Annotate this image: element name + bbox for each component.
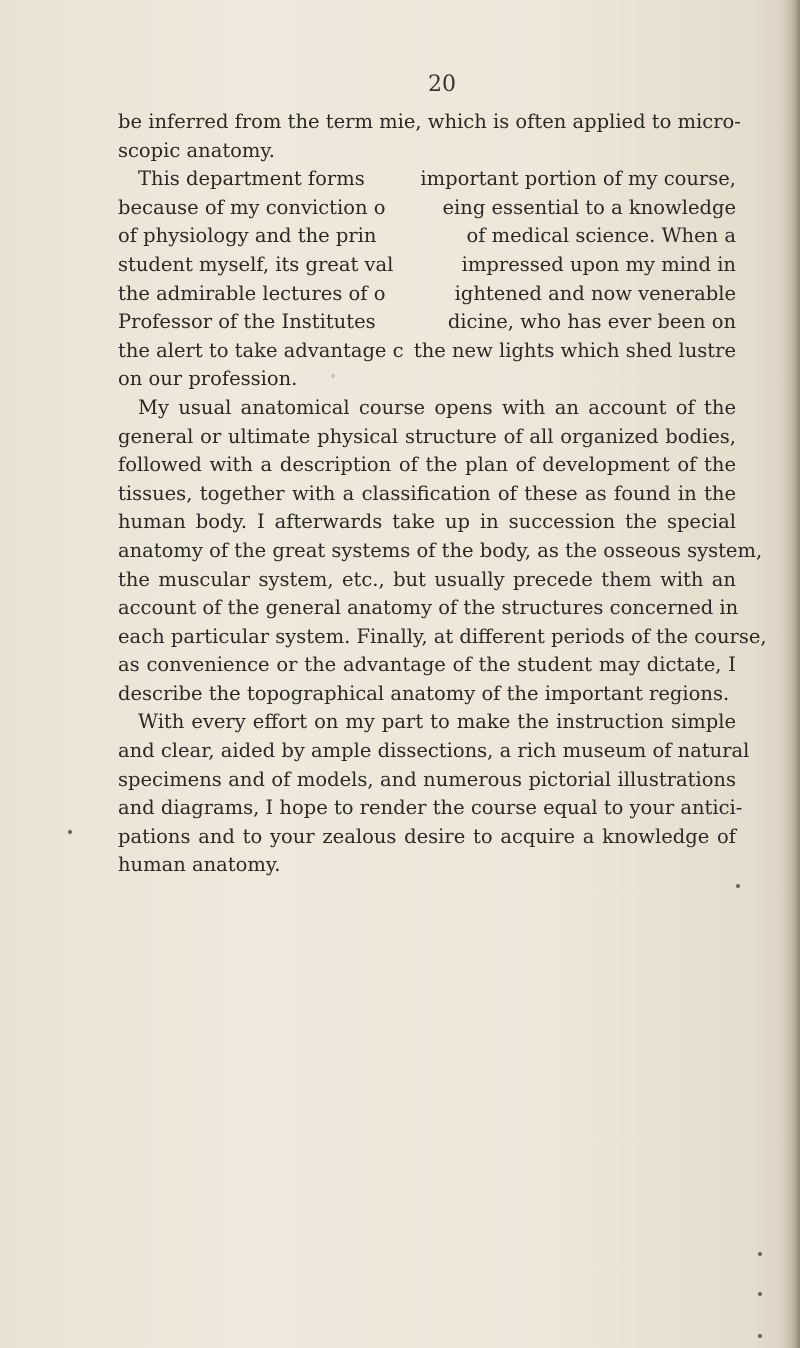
ink-speck	[758, 1334, 762, 1338]
text-line	[118, 222, 736, 251]
line-left: of physiology and the prin	[118, 224, 377, 248]
text-line: each particular system. Finally, at different periods of the course,	[118, 624, 767, 648]
text-line: human body. I afterwards take up in succession the special	[118, 510, 736, 534]
text-line	[118, 365, 736, 394]
line-right: impressed upon my mind in	[461, 252, 736, 276]
paragraph-2	[118, 165, 736, 394]
text-line: specimens and of models, and numerous pictorial illustrations	[118, 767, 736, 791]
text-line: and clear, aided by ample dissections, a rich museum of natural	[118, 739, 750, 763]
text-line: the muscular system, etc., but usually precede them with an	[118, 567, 736, 591]
text-line: pations and to your zealous desire to acquire a knowledge of	[118, 824, 736, 848]
line-right: the new lights which shed lustre	[413, 338, 736, 362]
text-line: With every effort on my part to make the instruction simple	[138, 710, 736, 734]
text-line	[118, 194, 736, 223]
text-line: followed with a description of the plan of development of the	[118, 453, 736, 477]
text-line	[118, 337, 736, 366]
paragraph-4	[118, 708, 750, 880]
ink-speck	[331, 374, 335, 378]
line-left: because of my conviction o	[118, 195, 386, 219]
page-number: 20	[428, 72, 456, 97]
text-line: account of the general anatomy of the structures concerned in	[118, 596, 739, 620]
text-line: and diagrams, I hope to render the course equal to your antici-	[118, 796, 743, 820]
page-edge-shadow	[782, 0, 800, 1348]
ink-speck	[758, 1252, 762, 1256]
text-line: My usual anatomical course opens with an account of the	[138, 395, 736, 419]
line-left: the alert to take advantage c	[118, 338, 404, 362]
paragraph-3	[118, 394, 767, 709]
text-line	[118, 251, 736, 280]
text-line	[118, 165, 736, 194]
text-line: describe the topographical anatomy of the important regions.	[118, 681, 730, 705]
line-right: of medical science. When a	[466, 224, 736, 248]
line-right: dicine, who has ever been on	[447, 310, 736, 334]
text-line: tissues, together with a classification of these as found in the	[118, 481, 736, 505]
line-left: be inferred from the term mi	[118, 110, 404, 133]
line-right: important portion of my course,	[420, 167, 736, 191]
text-line	[118, 137, 736, 166]
line-left: the admirable lectures of o	[118, 281, 386, 305]
ink-speck	[758, 1292, 762, 1296]
text-line: general or ultimate physical structure of all organized bodies,	[118, 424, 736, 448]
text-line	[118, 308, 736, 337]
line-left: on our profession.	[118, 367, 298, 391]
line-left: This department forms	[138, 167, 365, 191]
line-left: Professor of the Institutes	[118, 310, 376, 334]
text-line: human anatomy.	[118, 853, 281, 877]
line-right: eing essential to a knowledge	[442, 195, 736, 219]
text-line: anatomy of the great systems of the body, as the osseous system,	[118, 538, 763, 562]
paragraph-1	[118, 108, 741, 165]
ink-speck	[736, 884, 740, 888]
line-right: ightened and now venerable	[454, 281, 736, 305]
ink-speck	[68, 830, 72, 834]
line-left: student myself, its great val	[118, 252, 394, 276]
text-line	[118, 108, 741, 137]
text-line: as convenience or the advantage of the student may dictate, I	[118, 653, 736, 677]
line-left: scopic anatomy.	[118, 138, 276, 162]
text-line	[118, 280, 736, 309]
body-text	[118, 108, 767, 880]
line-right: e, which is often applied to micro-	[403, 110, 741, 133]
